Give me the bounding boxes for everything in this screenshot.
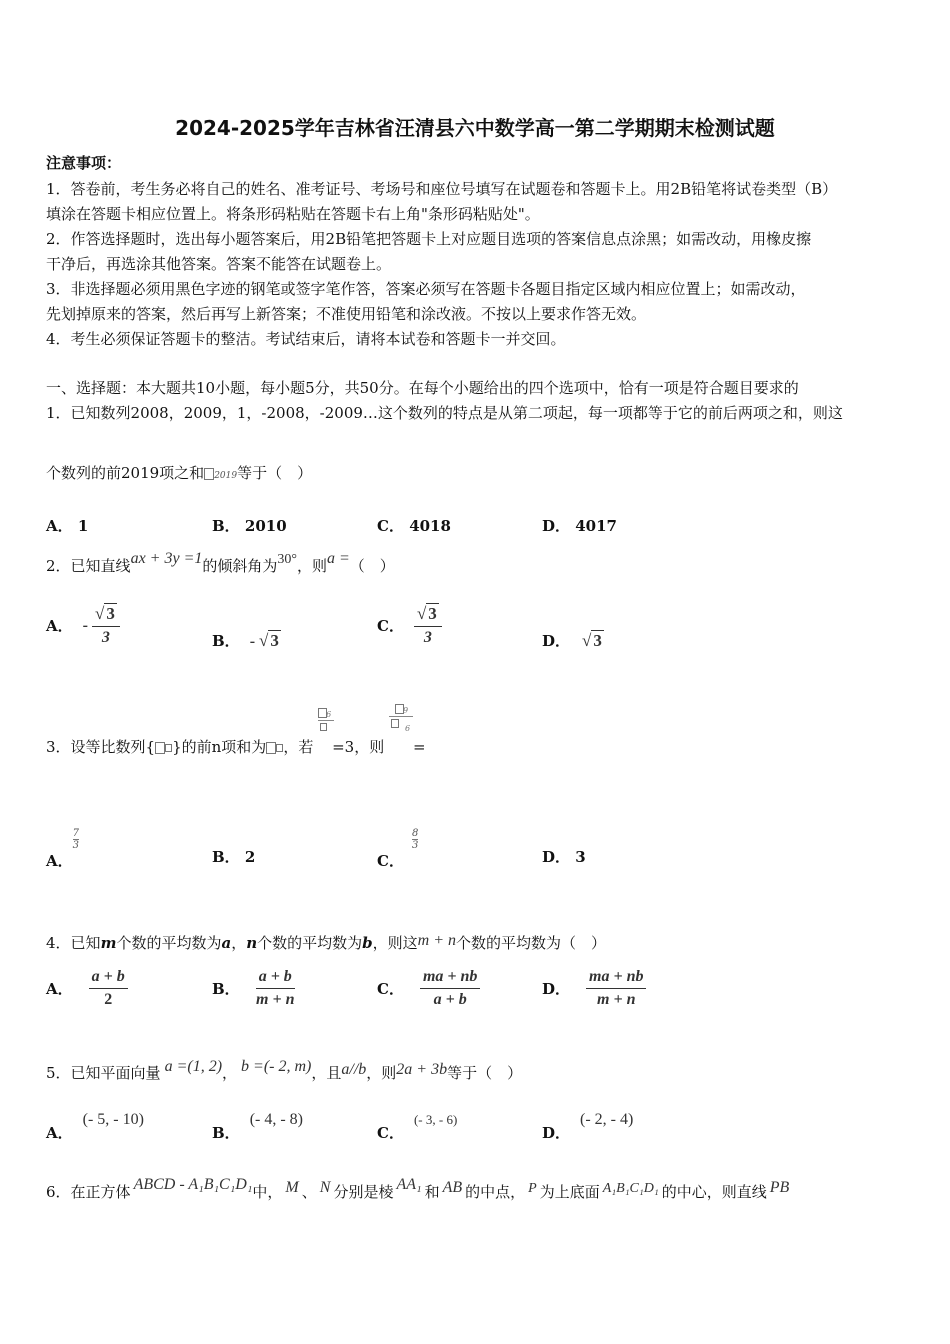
q5-option-d[interactable]: D．(- 2, - 4) bbox=[542, 1111, 634, 1142]
section-heading: 一、选择题：本大题共10小题，每小题5分，共50分。在每个小题给出的四个选项中，恰有一项是符合题目要求的 bbox=[46, 379, 799, 397]
q1-option-d[interactable]: D． 4017 bbox=[542, 517, 617, 535]
formula-placeholder-icon bbox=[266, 742, 276, 754]
q2-option-b[interactable]: B． - √ 3 bbox=[212, 631, 279, 650]
notice-line: 1．答卷前，考生务必将自己的姓名、准考证号、考场号和座位号填写在试题卷和答题卡上。用2B铅笔将试卷类型（B） bbox=[46, 180, 838, 198]
question-text: 等于（ ） bbox=[237, 464, 313, 482]
formula-placeholder-icon bbox=[155, 742, 165, 754]
q2-option-c[interactable]: C． $\frac{√ 3}{3}$ bbox=[377, 604, 446, 647]
target-ratio-icon: $\frac{9}{6}$ bbox=[389, 704, 413, 734]
line-equation: ax + 3y =1 bbox=[130, 550, 203, 567]
q4-option-b[interactable]: B． $\frac{a + b}{m + n}$ bbox=[212, 968, 295, 1008]
notice-line: 先划掉原来的答案，然后再写上新答案；不准使用铅笔和涂改液。不按以上要求作答无效。 bbox=[46, 305, 647, 323]
q1-option-a[interactable]: A． 1 bbox=[46, 517, 89, 535]
q1-option-b[interactable]: B． 2010 bbox=[212, 517, 287, 535]
q1-option-c[interactable]: C． 4018 bbox=[377, 517, 451, 535]
q5-option-c[interactable]: C．(- 3, - 6) bbox=[377, 1112, 458, 1142]
q5-option-a[interactable]: A．(- 5, - 10) bbox=[46, 1111, 144, 1142]
notice-line: 填涂在答题卡相应位置上。将条形码粘贴在答题卡右上角"条形码粘贴处"。 bbox=[46, 205, 540, 223]
angle-value: 30° bbox=[277, 552, 297, 567]
q3-option-c[interactable]: C． $\frac{8}{3}$ bbox=[377, 828, 419, 870]
notice-heading: 注意事项： bbox=[46, 154, 122, 172]
q4-option-a[interactable]: A． $\frac{a + b}{2}$ bbox=[46, 968, 132, 1009]
notice-line: 干净后，再选涂其他答案。答案不能答在试题卷上。 bbox=[46, 255, 392, 273]
formula-subscript: 2019 bbox=[214, 471, 238, 481]
question-1-line-2 bbox=[46, 462, 312, 483]
question-5: 5．已知平面向量 a =(1, 2)， b =(- 2, m)，且a//b，则2a + 3b等于（ ） bbox=[46, 1058, 523, 1082]
q5-option-b[interactable]: B．(- 4, - 8) bbox=[212, 1111, 303, 1142]
q3-option-d[interactable]: D． 3 bbox=[542, 848, 586, 866]
cube-name: ABCD - A₁B₁C₁D₁ bbox=[133, 1176, 253, 1193]
notice-line: 2．作答选择题时，选出每小题答案后，用2B铅笔把答题卡上对应题目选项的答案信息点涂黑；如需改动，用橡皮擦 bbox=[46, 230, 812, 248]
question-4: 4．已知m个数的平均数为a，n个数的平均数为b，则这m + n个数的平均数为（ ） bbox=[46, 932, 607, 952]
q2-option-a[interactable]: A． - $\frac{√ 3}{3}$ bbox=[46, 604, 124, 647]
question-1-line-1: 1．已知数列2008，2009，1，-2008，-2009…这个数列的特点是从第二项起，每一项都等于它的前后两项之和，则这 bbox=[46, 404, 843, 422]
ratio-formula-icon: 6 bbox=[318, 708, 332, 738]
question-6: 6．在正方体 ABCD - A₁B₁C₁D₁中， M 、 N 分别是棱 AA₁ 和 AB 的中点， P 为上底面 A₁B₁C₁D₁ 的中心，则直线 PB bbox=[46, 1176, 790, 1201]
q4-option-c[interactable]: C． $\frac{ma + nb}{a + b}$ bbox=[377, 968, 484, 1009]
q2-option-d[interactable]: D． √ 3 bbox=[542, 631, 602, 650]
notice-line: 3．非选择题必须用黑色字迹的钢笔或签字笔作答，答案必须写在答题卡各题目指定区域内相应位置上；如需改动， bbox=[46, 280, 806, 298]
formula-placeholder-icon bbox=[204, 468, 214, 480]
question-3: 3．设等比数列{ }的前n项和为 ，若 6 =3，则 $\frac{9}{6}$ = bbox=[46, 706, 426, 756]
q3-option-b[interactable]: B． 2 bbox=[212, 848, 256, 866]
vector-a: a =(1, 2) bbox=[164, 1058, 223, 1075]
page-title: 2024-2025学年吉林省汪清县六中数学高一第二学期期末检测试题 bbox=[175, 116, 775, 140]
q4-option-d[interactable]: D． $\frac{ma + nb}{m + n}$ bbox=[542, 968, 650, 1009]
notice-line: 4．考生必须保证答题卡的整洁。考试结束后，请将本试卷和答题卡一并交回。 bbox=[46, 330, 566, 348]
vector-b: b =(- 2, m) bbox=[241, 1058, 312, 1075]
q3-option-a[interactable]: A． $\frac{7}{3}$ bbox=[46, 828, 80, 870]
question-2: 2．已知直线ax + 3y =1的倾斜角为30°，则a =（ ） bbox=[46, 550, 395, 575]
question-text: 个数列的前2019项之和 bbox=[46, 464, 205, 482]
